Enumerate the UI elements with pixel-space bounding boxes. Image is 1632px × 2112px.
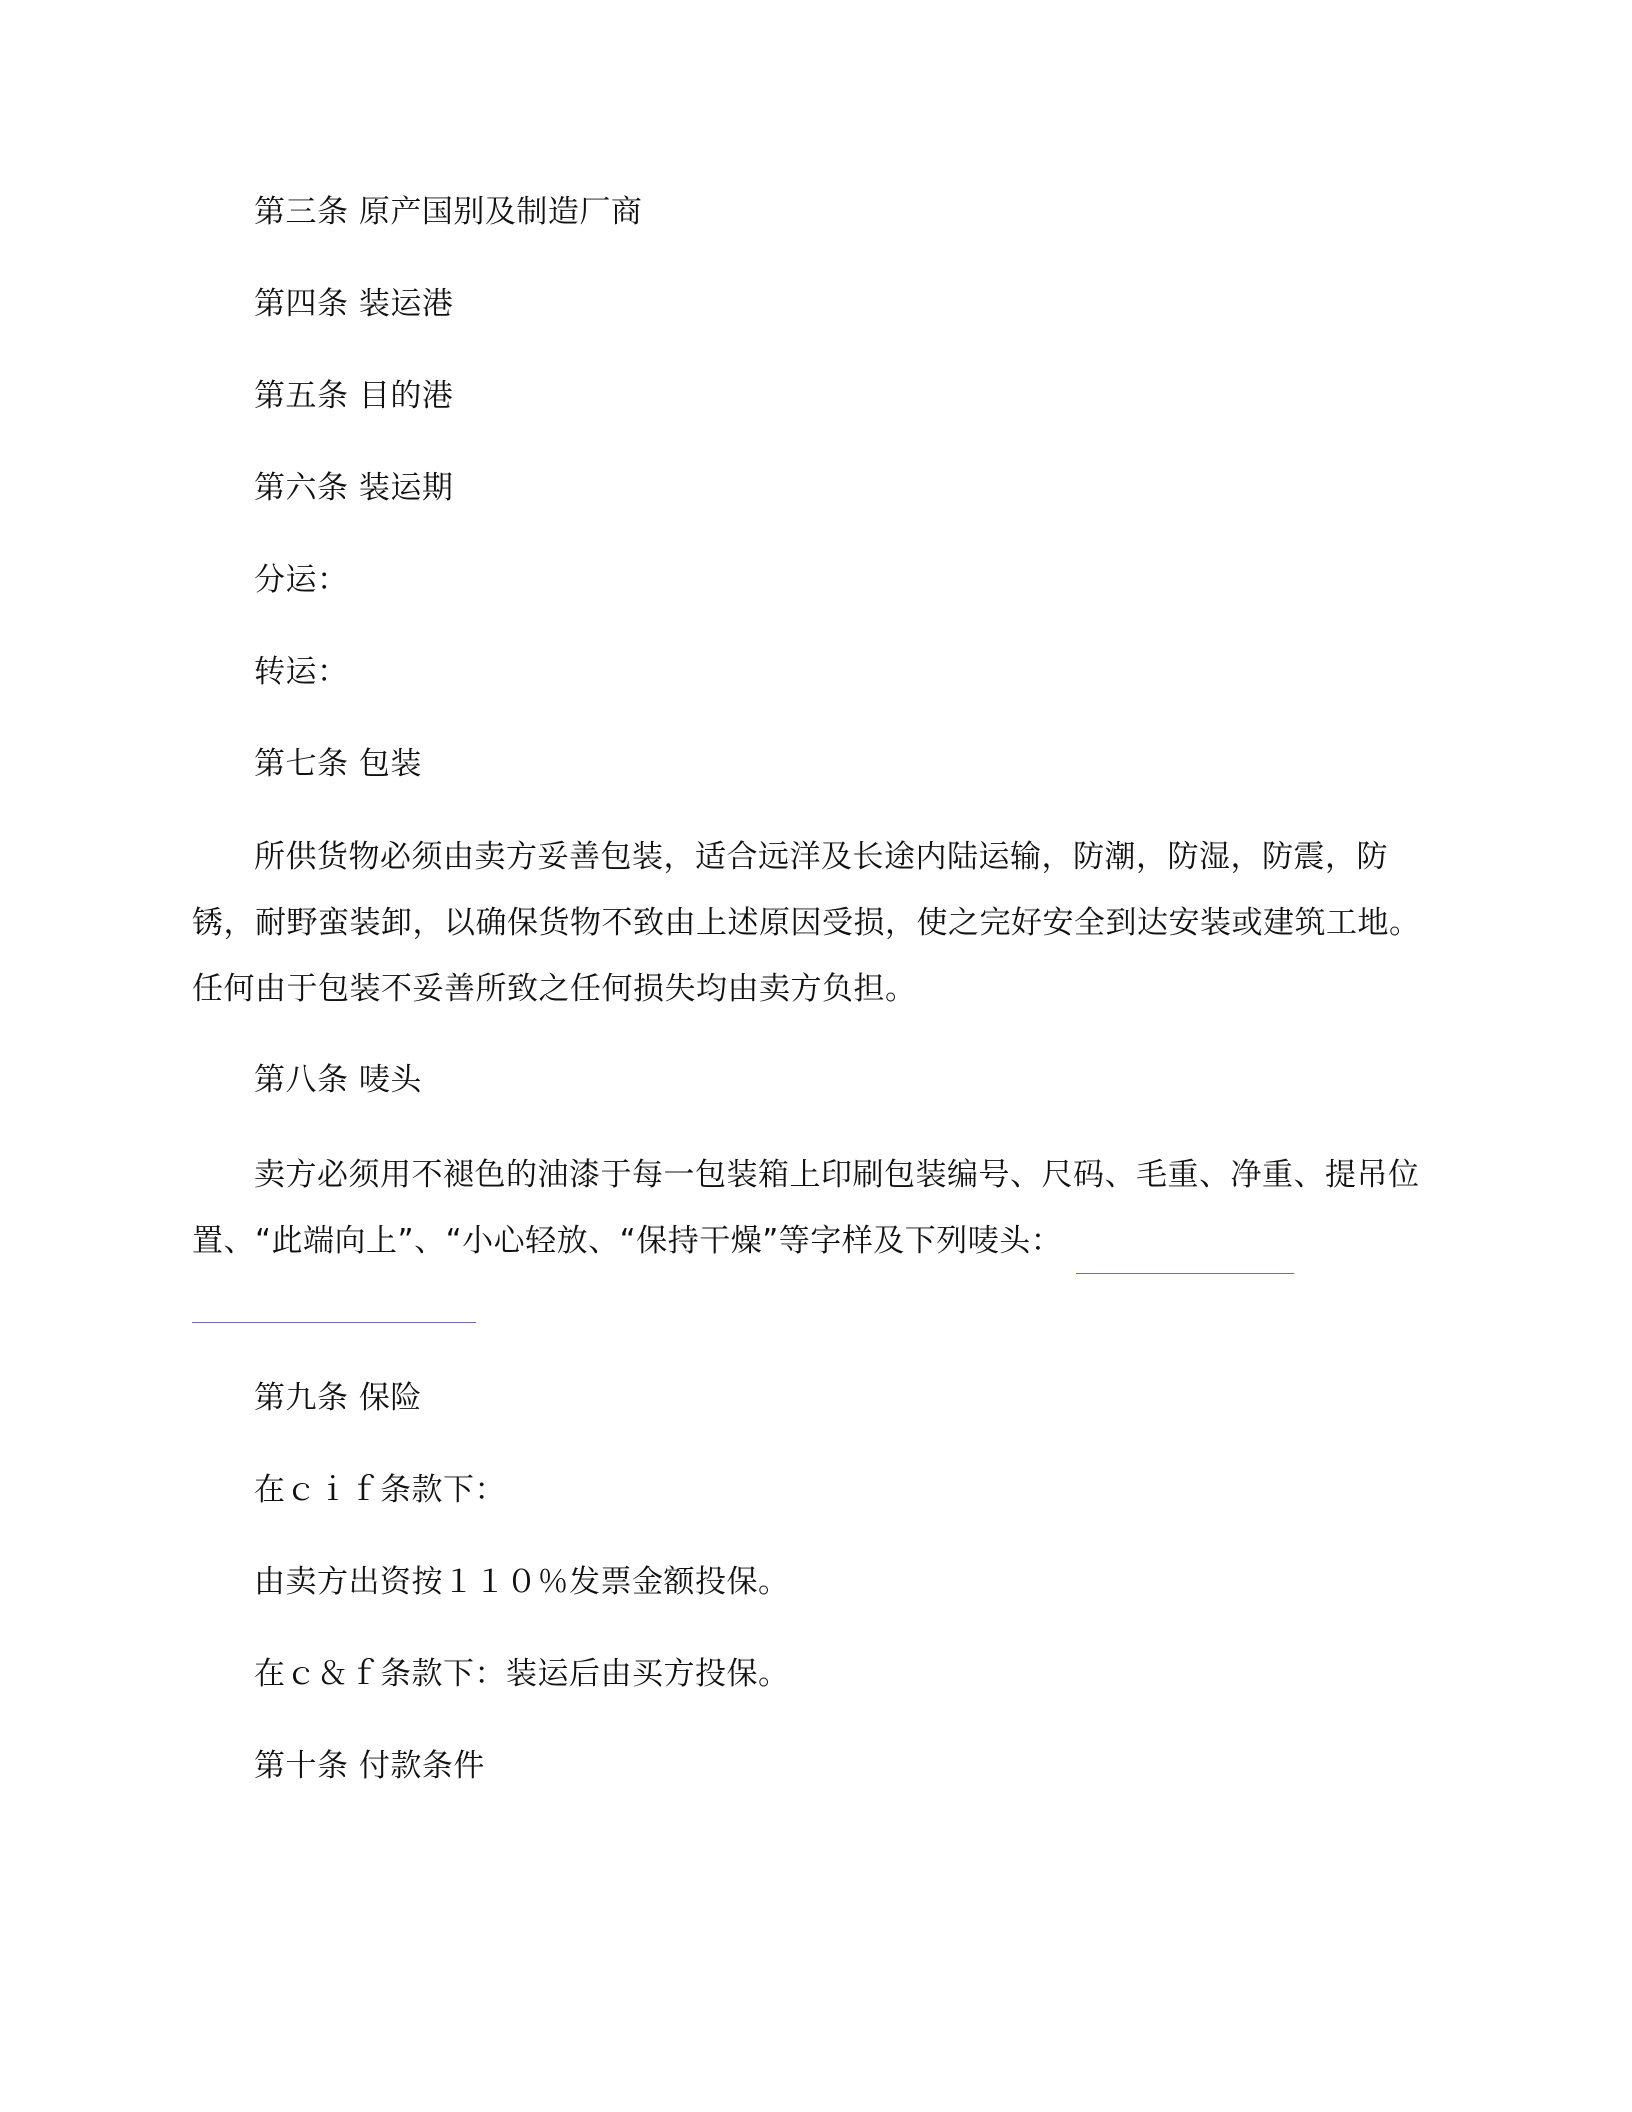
clause-9-heading: 第九条 保险 (254, 1380, 422, 1416)
clause-10-heading: 第十条 付款条件 (254, 1748, 485, 1784)
clause-5-heading: 第五条 目的港 (254, 378, 454, 414)
clause-8-heading: 第八条 唛头 (254, 1062, 422, 1098)
clause-3-heading: 第三条 原产国别及制造厂商 (254, 194, 643, 230)
partial-shipment-label: 分运： (254, 562, 349, 598)
clause-7-paragraph: 所供货物必须由卖方妥善包装，适合远洋及长途内陆运输，防潮，防湿，防震，防锈，耐野蛮装卸，以确保货物不致由上述原因受损，使之完好安全到达安装或建筑工地。任何由于包装不妥善所致之任何损失均由卖方负担。 (192, 839, 1421, 1007)
cif-terms-label: 在ｃｉｆ条款下： (254, 1472, 506, 1508)
clause-8-text: 卖方必须用不褪色的油漆于每一包装箱上印刷包装编号、尺码、毛重、净重、提吊位置、“此端向上”、“小心轻放、“保持干燥”等字样及下列唛头： (192, 1157, 1420, 1259)
clause-6-heading: 第六条 装运期 (254, 470, 454, 506)
cif-insurance-text: 由卖方出资按１１０％发票金额投保。 (254, 1564, 790, 1600)
clause-4-heading: 第四条 装运港 (254, 286, 454, 322)
clause-8-paragraph (192, 1142, 1432, 1274)
cf-insurance-text: 在ｃ＆ｆ条款下：装运后由买方投保。 (254, 1656, 790, 1692)
shipping-mark-blank[interactable] (1076, 1243, 1294, 1274)
transshipment-label: 转运： (254, 654, 349, 690)
shipping-mark-blank-continued[interactable] (192, 1322, 476, 1323)
clause-7-heading: 第七条 包装 (254, 746, 422, 782)
